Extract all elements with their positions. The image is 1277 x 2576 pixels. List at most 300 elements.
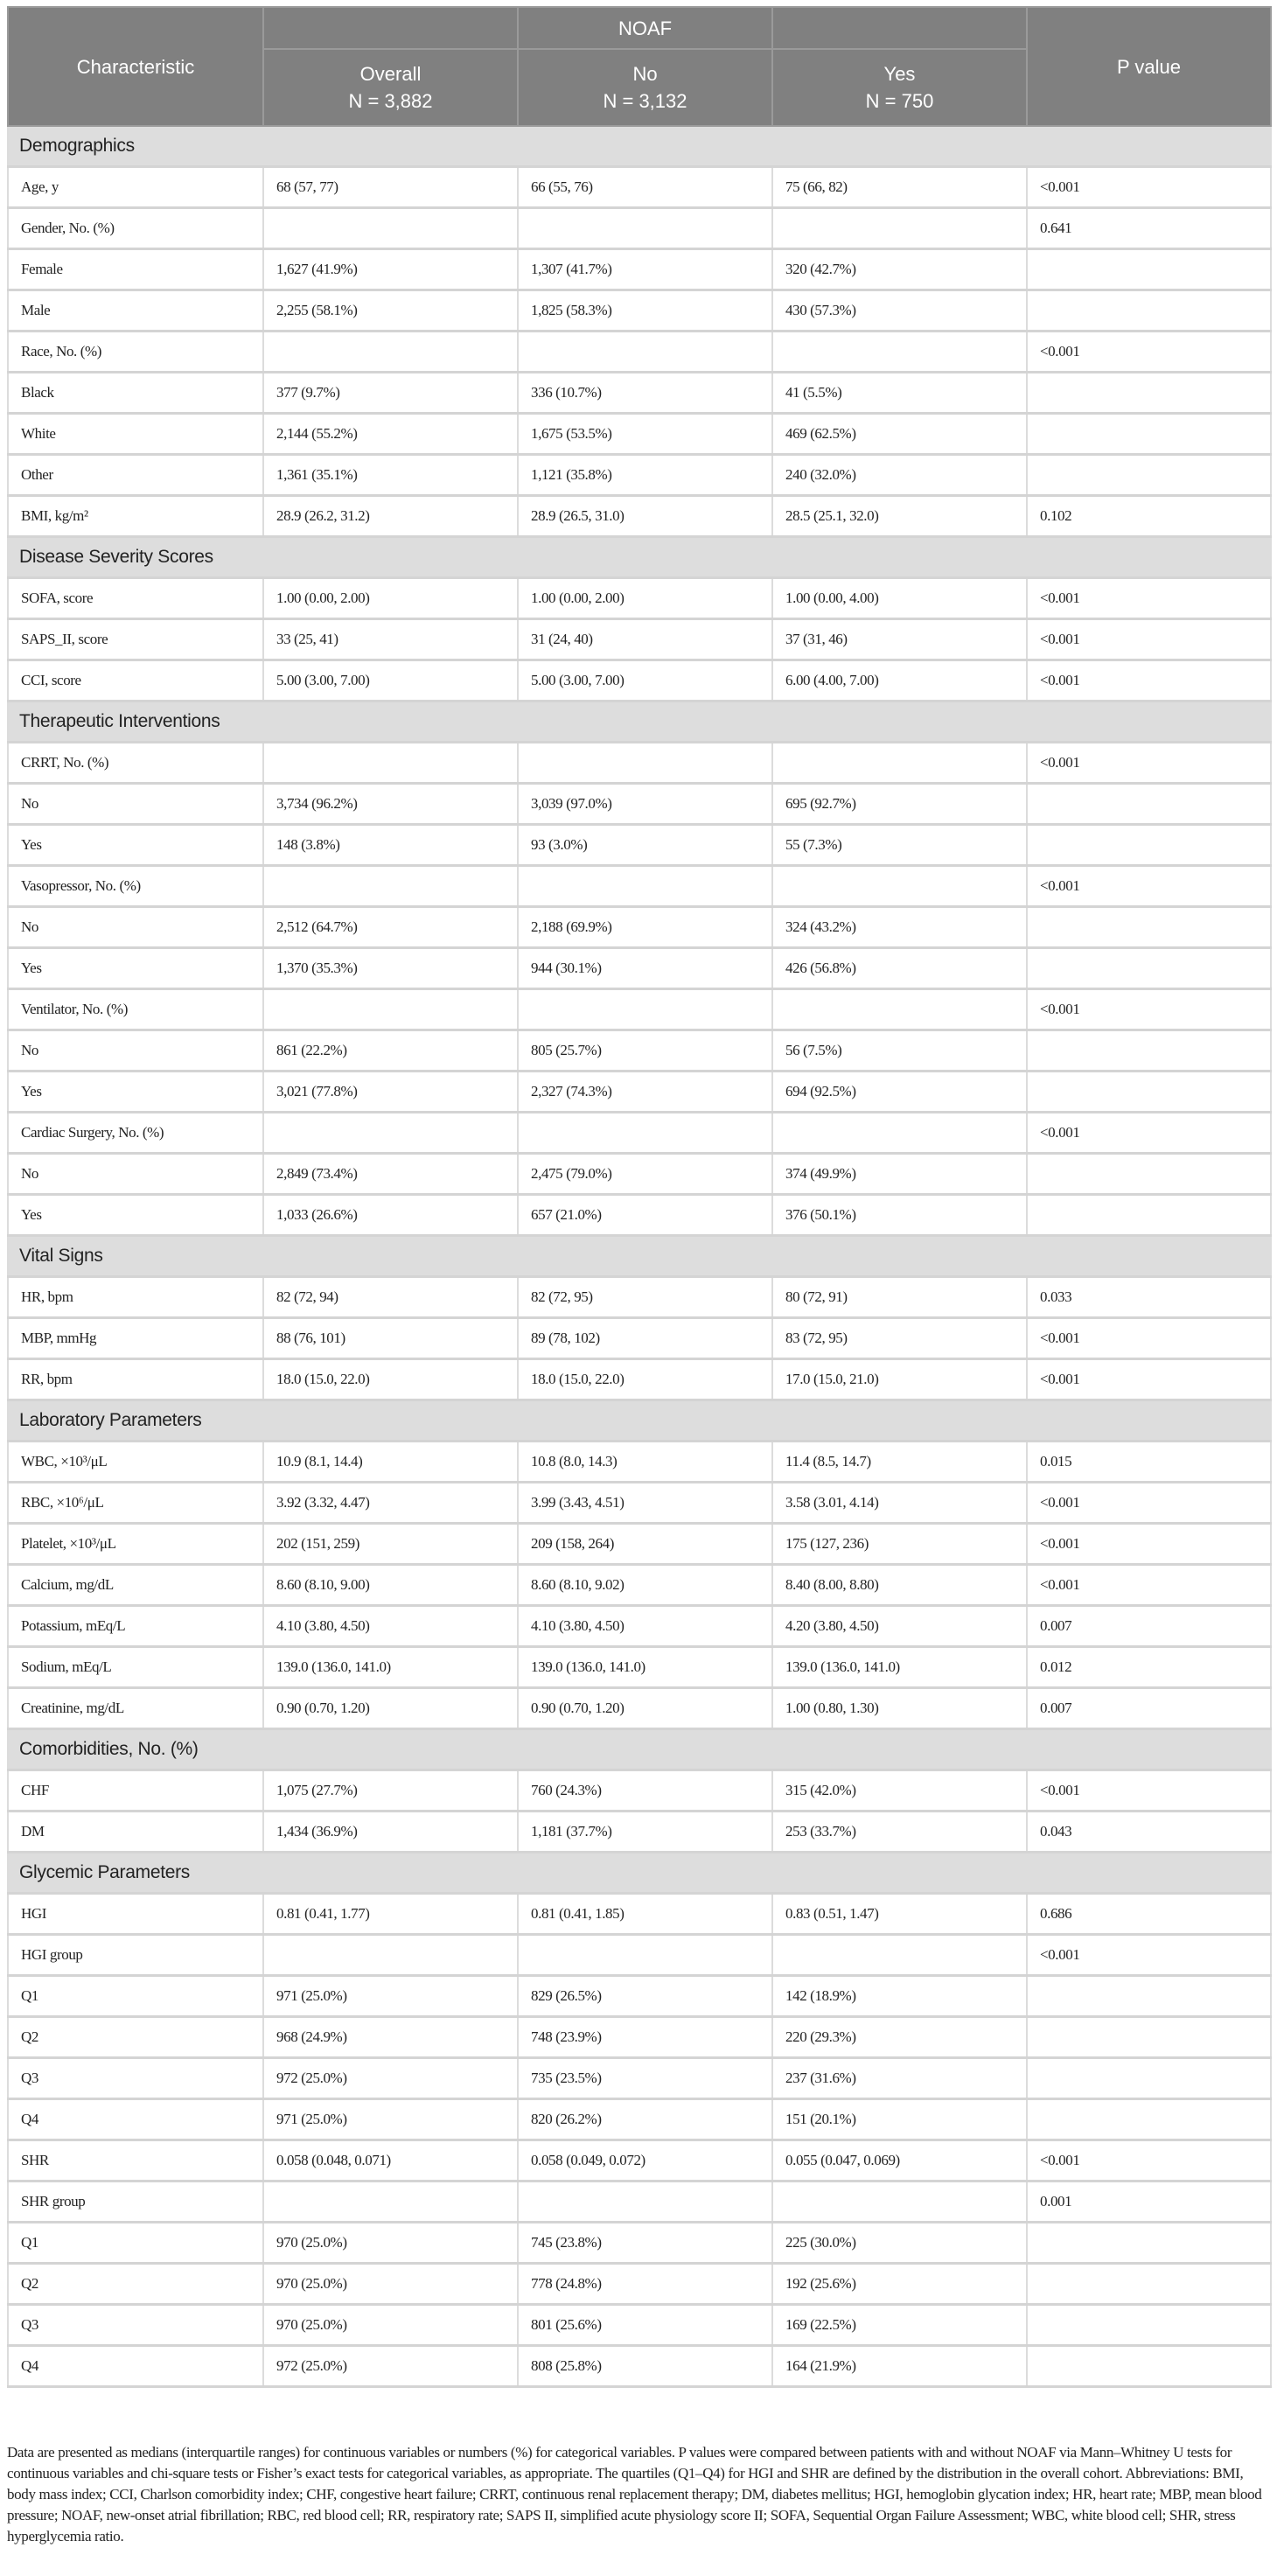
cell-noaf-no: 944 (30.1%): [518, 948, 772, 989]
cell-p-value: 0.641: [1027, 208, 1271, 249]
cell-characteristic: Creatinine, mg/dL: [8, 1688, 263, 1729]
section-title: Laboratory Parameters: [8, 1400, 1271, 1442]
cell-p-value: [1027, 907, 1271, 948]
cell-overall: 0.058 (0.048, 0.071): [263, 2140, 518, 2182]
cell-characteristic: Q4: [8, 2099, 263, 2140]
cell-characteristic: CCI, score: [8, 660, 263, 702]
section-row: [8, 1236, 1271, 1277]
table-row: [8, 249, 1271, 290]
cell-characteristic: Platelet, ×10³/μL: [8, 1524, 263, 1565]
cell-p-value: <0.001: [1027, 167, 1271, 208]
cell-overall: 0.90 (0.70, 1.20): [263, 1688, 518, 1729]
cell-p-value: 0.001: [1027, 2182, 1271, 2223]
cell-p-value: 0.033: [1027, 1277, 1271, 1318]
table-row: [8, 578, 1271, 619]
cell-p-value: [1027, 2305, 1271, 2346]
cell-characteristic: BMI, kg/m²: [8, 496, 263, 537]
cell-p-value: 0.102: [1027, 496, 1271, 537]
cell-characteristic: Q3: [8, 2305, 263, 2346]
cell-overall: 148 (3.8%): [263, 825, 518, 866]
cell-overall: 1,434 (36.9%): [263, 1812, 518, 1853]
cell-characteristic: Sodium, mEq/L: [8, 1647, 263, 1688]
cell-noaf-yes: [772, 2182, 1027, 2223]
cell-noaf-no: 8.60 (8.10, 9.02): [518, 1565, 772, 1606]
table-row: [8, 1072, 1271, 1113]
cell-overall: 1,361 (35.1%): [263, 455, 518, 496]
table-row: [8, 1606, 1271, 1647]
section-row: [8, 1853, 1271, 1894]
cell-characteristic: Male: [8, 290, 263, 332]
cell-overall: 82 (72, 94): [263, 1277, 518, 1318]
cell-p-value: <0.001: [1027, 2140, 1271, 2182]
cell-noaf-yes: 28.5 (25.1, 32.0): [772, 496, 1027, 537]
cell-characteristic: No: [8, 1154, 263, 1195]
cell-characteristic: Q2: [8, 2017, 263, 2058]
cell-noaf-no: 829 (26.5%): [518, 1976, 772, 2017]
cell-characteristic: Q1: [8, 2223, 263, 2264]
cell-noaf-yes: 315 (42.0%): [772, 1770, 1027, 1812]
cell-noaf-no: 1.00 (0.00, 2.00): [518, 578, 772, 619]
cell-noaf-yes: 192 (25.6%): [772, 2264, 1027, 2305]
table-row: [8, 989, 1271, 1030]
table-row: [8, 1113, 1271, 1154]
cell-characteristic: SAPS_II, score: [8, 619, 263, 660]
cell-noaf-yes: [772, 866, 1027, 907]
cell-overall: [263, 1113, 518, 1154]
cell-p-value: [1027, 2346, 1271, 2387]
cell-noaf-yes: 426 (56.8%): [772, 948, 1027, 989]
cell-noaf-yes: 139.0 (136.0, 141.0): [772, 1647, 1027, 1688]
table-row: [8, 2017, 1271, 2058]
cell-noaf-yes: [772, 989, 1027, 1030]
cell-overall: 968 (24.9%): [263, 2017, 518, 2058]
table-body: [8, 126, 1271, 2387]
table-header: [8, 7, 1271, 126]
cell-overall: 377 (9.7%): [263, 373, 518, 414]
cell-noaf-no: 1,825 (58.3%): [518, 290, 772, 332]
cell-p-value: [1027, 455, 1271, 496]
table-row: [8, 2264, 1271, 2305]
cell-noaf-yes: 80 (72, 91): [772, 1277, 1027, 1318]
cell-overall: [263, 743, 518, 784]
cell-p-value: <0.001: [1027, 1483, 1271, 1524]
cell-noaf-yes: 694 (92.5%): [772, 1072, 1027, 1113]
cell-noaf-no: 0.81 (0.41, 1.85): [518, 1894, 772, 1935]
cell-overall: 971 (25.0%): [263, 2099, 518, 2140]
cell-overall: 68 (57, 77): [263, 167, 518, 208]
cell-p-value: [1027, 784, 1271, 825]
cell-p-value: [1027, 373, 1271, 414]
cell-noaf-no: 3.99 (3.43, 4.51): [518, 1483, 772, 1524]
cell-noaf-no: 66 (55, 76): [518, 167, 772, 208]
cell-characteristic: SHR: [8, 2140, 263, 2182]
table-row: [8, 290, 1271, 332]
cell-noaf-no: 808 (25.8%): [518, 2346, 772, 2387]
cell-characteristic: Female: [8, 249, 263, 290]
cell-noaf-yes: [772, 1935, 1027, 1976]
section-title: Therapeutic Interventions: [8, 702, 1271, 743]
table-row: [8, 1442, 1271, 1483]
cell-overall: 1.00 (0.00, 2.00): [263, 578, 518, 619]
cell-noaf-yes: 430 (57.3%): [772, 290, 1027, 332]
cell-p-value: <0.001: [1027, 1359, 1271, 1400]
cell-p-value: <0.001: [1027, 332, 1271, 373]
cell-p-value: [1027, 1072, 1271, 1113]
cell-characteristic: Ventilator, No. (%): [8, 989, 263, 1030]
header-p-value: P value: [1027, 7, 1271, 126]
table-row: [8, 948, 1271, 989]
cell-characteristic: No: [8, 907, 263, 948]
cell-characteristic: Black: [8, 373, 263, 414]
table-row: [8, 1359, 1271, 1400]
table-row: [8, 2305, 1271, 2346]
cell-overall: 0.81 (0.41, 1.77): [263, 1894, 518, 1935]
cell-noaf-yes: 0.055 (0.047, 0.069): [772, 2140, 1027, 2182]
section-title: Comorbidities, No. (%): [8, 1729, 1271, 1770]
cell-noaf-yes: 169 (22.5%): [772, 2305, 1027, 2346]
cell-characteristic: HGI group: [8, 1935, 263, 1976]
table-row: [8, 2223, 1271, 2264]
cell-noaf-yes: 225 (30.0%): [772, 2223, 1027, 2264]
table-row: [8, 2140, 1271, 2182]
cell-noaf-yes: [772, 1113, 1027, 1154]
cell-p-value: [1027, 2058, 1271, 2099]
cell-p-value: [1027, 1030, 1271, 1072]
table-row: [8, 1812, 1271, 1853]
cell-noaf-no: 18.0 (15.0, 22.0): [518, 1359, 772, 1400]
cell-characteristic: No: [8, 1030, 263, 1072]
table-row: [8, 2058, 1271, 2099]
table-row: [8, 825, 1271, 866]
cell-noaf-no: [518, 989, 772, 1030]
cell-characteristic: RR, bpm: [8, 1359, 263, 1400]
table-row: [8, 2099, 1271, 2140]
cell-characteristic: SOFA, score: [8, 578, 263, 619]
cell-characteristic: Vasopressor, No. (%): [8, 866, 263, 907]
cell-noaf-no: [518, 1935, 772, 1976]
cell-characteristic: Yes: [8, 1195, 263, 1236]
cell-noaf-yes: 83 (72, 95): [772, 1318, 1027, 1359]
section-title: Demographics: [8, 126, 1271, 167]
cell-characteristic: WBC, ×10³/μL: [8, 1442, 263, 1483]
cell-noaf-yes: 41 (5.5%): [772, 373, 1027, 414]
cell-noaf-no: 801 (25.6%): [518, 2305, 772, 2346]
cell-p-value: 0.007: [1027, 1688, 1271, 1729]
header-no: No N = 3,132: [518, 49, 772, 126]
cell-p-value: <0.001: [1027, 1770, 1271, 1812]
cell-noaf-yes: [772, 743, 1027, 784]
table-row: [8, 208, 1271, 249]
cell-overall: 861 (22.2%): [263, 1030, 518, 1072]
cell-characteristic: Race, No. (%): [8, 332, 263, 373]
cell-noaf-no: 2,188 (69.9%): [518, 907, 772, 948]
cell-overall: 10.9 (8.1, 14.4): [263, 1442, 518, 1483]
cell-noaf-yes: 1.00 (0.80, 1.30): [772, 1688, 1027, 1729]
cell-noaf-no: 1,307 (41.7%): [518, 249, 772, 290]
table-row: [8, 1318, 1271, 1359]
table-row: [8, 1976, 1271, 2017]
cell-overall: 3.92 (3.32, 4.47): [263, 1483, 518, 1524]
cell-p-value: 0.012: [1027, 1647, 1271, 1688]
table-row: [8, 455, 1271, 496]
cell-noaf-no: 805 (25.7%): [518, 1030, 772, 1072]
cell-overall: [263, 2182, 518, 2223]
cell-overall: [263, 989, 518, 1030]
cell-p-value: [1027, 290, 1271, 332]
table-row: [8, 1483, 1271, 1524]
cell-overall: 972 (25.0%): [263, 2346, 518, 2387]
cell-noaf-no: 0.90 (0.70, 1.20): [518, 1688, 772, 1729]
section-row: [8, 126, 1271, 167]
cell-p-value: 0.043: [1027, 1812, 1271, 1853]
table-row: [8, 1935, 1271, 1976]
cell-noaf-no: 760 (24.3%): [518, 1770, 772, 1812]
cell-noaf-no: [518, 2182, 772, 2223]
table-row: [8, 619, 1271, 660]
cell-p-value: [1027, 2264, 1271, 2305]
cell-noaf-no: 82 (72, 95): [518, 1277, 772, 1318]
section-title: Vital Signs: [8, 1236, 1271, 1277]
cell-characteristic: Q4: [8, 2346, 263, 2387]
cell-noaf-no: 336 (10.7%): [518, 373, 772, 414]
table-row: [8, 496, 1271, 537]
cell-noaf-no: 745 (23.8%): [518, 2223, 772, 2264]
cell-p-value: <0.001: [1027, 1113, 1271, 1154]
cell-overall: 33 (25, 41): [263, 619, 518, 660]
cell-overall: 1,627 (41.9%): [263, 249, 518, 290]
cell-characteristic: Yes: [8, 948, 263, 989]
cell-noaf-no: 3,039 (97.0%): [518, 784, 772, 825]
table-row: [8, 2182, 1271, 2223]
cell-noaf-no: 209 (158, 264): [518, 1524, 772, 1565]
cell-p-value: [1027, 825, 1271, 866]
cell-p-value: [1027, 249, 1271, 290]
cell-noaf-no: 1,675 (53.5%): [518, 414, 772, 455]
cell-p-value: [1027, 2017, 1271, 2058]
table-row: [8, 373, 1271, 414]
table-row: [8, 167, 1271, 208]
cell-overall: 202 (151, 259): [263, 1524, 518, 1565]
cell-noaf-yes: 151 (20.1%): [772, 2099, 1027, 2140]
cell-characteristic: HR, bpm: [8, 1277, 263, 1318]
cell-noaf-no: 748 (23.9%): [518, 2017, 772, 2058]
cell-noaf-no: 1,181 (37.7%): [518, 1812, 772, 1853]
cell-noaf-yes: 469 (62.5%): [772, 414, 1027, 455]
cell-overall: 972 (25.0%): [263, 2058, 518, 2099]
table-row: [8, 1647, 1271, 1688]
cell-noaf-no: 778 (24.8%): [518, 2264, 772, 2305]
cell-overall: 2,144 (55.2%): [263, 414, 518, 455]
header-yes: Yes N = 750: [772, 49, 1027, 126]
table-row: [8, 1030, 1271, 1072]
cell-p-value: <0.001: [1027, 578, 1271, 619]
cell-p-value: [1027, 1154, 1271, 1195]
cell-p-value: <0.001: [1027, 866, 1271, 907]
cell-noaf-yes: [772, 332, 1027, 373]
cell-noaf-yes: 253 (33.7%): [772, 1812, 1027, 1853]
cell-noaf-yes: 56 (7.5%): [772, 1030, 1027, 1072]
cell-noaf-yes: [772, 208, 1027, 249]
cell-noaf-yes: 695 (92.7%): [772, 784, 1027, 825]
table-row: [8, 1565, 1271, 1606]
table-row: [8, 660, 1271, 702]
cell-p-value: 0.015: [1027, 1442, 1271, 1483]
cell-characteristic: Gender, No. (%): [8, 208, 263, 249]
section-title: Disease Severity Scores: [8, 537, 1271, 578]
cell-characteristic: Potassium, mEq/L: [8, 1606, 263, 1647]
cell-p-value: [1027, 948, 1271, 989]
cell-noaf-yes: 55 (7.3%): [772, 825, 1027, 866]
cell-noaf-yes: 3.58 (3.01, 4.14): [772, 1483, 1027, 1524]
header-overall: Overall N = 3,882: [263, 49, 518, 126]
cell-characteristic: Calcium, mg/dL: [8, 1565, 263, 1606]
cell-noaf-no: 89 (78, 102): [518, 1318, 772, 1359]
table-row: [8, 1894, 1271, 1935]
cell-noaf-yes: 6.00 (4.00, 7.00): [772, 660, 1027, 702]
cell-characteristic: Cardiac Surgery, No. (%): [8, 1113, 263, 1154]
header-blank: [772, 7, 1027, 49]
cell-characteristic: No: [8, 784, 263, 825]
cell-overall: 2,849 (73.4%): [263, 1154, 518, 1195]
cell-noaf-yes: 11.4 (8.5, 14.7): [772, 1442, 1027, 1483]
cell-p-value: [1027, 2223, 1271, 2264]
cell-overall: 970 (25.0%): [263, 2264, 518, 2305]
cell-noaf-no: [518, 866, 772, 907]
section-row: [8, 1729, 1271, 1770]
table-row: [8, 1154, 1271, 1195]
cell-p-value: <0.001: [1027, 989, 1271, 1030]
cell-characteristic: Q2: [8, 2264, 263, 2305]
cell-p-value: <0.001: [1027, 743, 1271, 784]
cell-noaf-yes: 376 (50.1%): [772, 1195, 1027, 1236]
cell-noaf-no: [518, 332, 772, 373]
cell-p-value: [1027, 1976, 1271, 2017]
cell-noaf-no: 2,327 (74.3%): [518, 1072, 772, 1113]
cell-noaf-no: 139.0 (136.0, 141.0): [518, 1647, 772, 1688]
cell-overall: 1,075 (27.7%): [263, 1770, 518, 1812]
cell-noaf-yes: 4.20 (3.80, 4.50): [772, 1606, 1027, 1647]
cell-overall: 2,255 (58.1%): [263, 290, 518, 332]
table-row: [8, 1195, 1271, 1236]
cell-overall: 88 (76, 101): [263, 1318, 518, 1359]
cell-overall: 8.60 (8.10, 9.00): [263, 1565, 518, 1606]
cell-overall: 3,021 (77.8%): [263, 1072, 518, 1113]
cell-p-value: <0.001: [1027, 1524, 1271, 1565]
table-row: [8, 907, 1271, 948]
cell-overall: [263, 208, 518, 249]
cell-noaf-no: [518, 1113, 772, 1154]
cell-noaf-no: 10.8 (8.0, 14.3): [518, 1442, 772, 1483]
cell-p-value: <0.001: [1027, 1935, 1271, 1976]
table-row: [8, 1277, 1271, 1318]
cell-noaf-no: 28.9 (26.5, 31.0): [518, 496, 772, 537]
cell-characteristic: Age, y: [8, 167, 263, 208]
cell-noaf-yes: 0.83 (0.51, 1.47): [772, 1894, 1027, 1935]
table-row: [8, 784, 1271, 825]
cell-characteristic: Yes: [8, 1072, 263, 1113]
cell-noaf-yes: 324 (43.2%): [772, 907, 1027, 948]
table-footnote: Data are presented as medians (interquartile ranges) for continuous variables or numbers (%) for categorical variables. P values were compared between patients with and without NOAF via Mann–Whitney U tests for continuous variables and chi-square tests or Fisher’s exact tests for categorical variables, as appropriate. The quartiles (Q1–Q4) for HGI and SHR are defined by the distribution in the overall cohort. Abbreviations: BMI, body mass index; CCI, Charlson comorbidity index; CHF, congestive heart failure; CRRT, continuous renal replacement therapy; DM, diabetes mellitus; HGI, hemoglobin glycation index; HR, heart rate; MBP, mean blood pressure; NOAF, new-onset atrial fibrillation; RBC, red blood cell; RR, respiratory rate; SAPS II, simplified acute physiology score II; SOFA, Sequential Organ Failure Assessment; WBC, white blood cell; SHR, stress hyperglycemia ratio.: [7, 2444, 1262, 2545]
cell-overall: 970 (25.0%): [263, 2305, 518, 2346]
cell-noaf-yes: 75 (66, 82): [772, 167, 1027, 208]
cell-characteristic: HGI: [8, 1894, 263, 1935]
cell-characteristic: MBP, mmHg: [8, 1318, 263, 1359]
cell-characteristic: SHR group: [8, 2182, 263, 2223]
cell-characteristic: DM: [8, 1812, 263, 1853]
table-row: [8, 414, 1271, 455]
cell-p-value: [1027, 414, 1271, 455]
baseline-characteristics-table: [7, 6, 1272, 2388]
cell-noaf-no: 657 (21.0%): [518, 1195, 772, 1236]
cell-noaf-yes: 8.40 (8.00, 8.80): [772, 1565, 1027, 1606]
cell-characteristic: White: [8, 414, 263, 455]
table-row: [8, 2346, 1271, 2387]
cell-p-value: 0.686: [1027, 1894, 1271, 1935]
cell-overall: 18.0 (15.0, 22.0): [263, 1359, 518, 1400]
cell-noaf-no: 4.10 (3.80, 4.50): [518, 1606, 772, 1647]
table-row: [8, 1688, 1271, 1729]
cell-noaf-no: 1,121 (35.8%): [518, 455, 772, 496]
table-row: [8, 1770, 1271, 1812]
cell-overall: 971 (25.0%): [263, 1976, 518, 2017]
cell-p-value: [1027, 2099, 1271, 2140]
cell-overall: 1,033 (26.6%): [263, 1195, 518, 1236]
cell-p-value: 0.007: [1027, 1606, 1271, 1647]
cell-noaf-no: 31 (24, 40): [518, 619, 772, 660]
cell-noaf-no: 93 (3.0%): [518, 825, 772, 866]
cell-noaf-no: 2,475 (79.0%): [518, 1154, 772, 1195]
header-noaf: NOAF: [518, 7, 772, 49]
cell-characteristic: Yes: [8, 825, 263, 866]
cell-noaf-no: [518, 743, 772, 784]
cell-characteristic: Q3: [8, 2058, 263, 2099]
header-blank: [263, 7, 518, 49]
cell-characteristic: CHF: [8, 1770, 263, 1812]
cell-p-value: [1027, 1195, 1271, 1236]
section-row: [8, 1400, 1271, 1442]
cell-noaf-yes: 237 (31.6%): [772, 2058, 1027, 2099]
cell-overall: [263, 866, 518, 907]
table-row: [8, 1524, 1271, 1565]
cell-p-value: <0.001: [1027, 660, 1271, 702]
section-row: [8, 702, 1271, 743]
table-row: [8, 332, 1271, 373]
cell-noaf-yes: 142 (18.9%): [772, 1976, 1027, 2017]
cell-overall: 4.10 (3.80, 4.50): [263, 1606, 518, 1647]
cell-p-value: <0.001: [1027, 1565, 1271, 1606]
cell-overall: 970 (25.0%): [263, 2223, 518, 2264]
cell-overall: [263, 1935, 518, 1976]
cell-noaf-yes: 1.00 (0.00, 4.00): [772, 578, 1027, 619]
cell-characteristic: Other: [8, 455, 263, 496]
cell-overall: 3,734 (96.2%): [263, 784, 518, 825]
table-row: [8, 866, 1271, 907]
cell-noaf-yes: 37 (31, 46): [772, 619, 1027, 660]
cell-characteristic: Q1: [8, 1976, 263, 2017]
cell-overall: [263, 332, 518, 373]
cell-characteristic: CRRT, No. (%): [8, 743, 263, 784]
cell-noaf-yes: 220 (29.3%): [772, 2017, 1027, 2058]
cell-noaf-no: 0.058 (0.049, 0.072): [518, 2140, 772, 2182]
cell-characteristic: RBC, ×10⁶/μL: [8, 1483, 263, 1524]
cell-noaf-no: [518, 208, 772, 249]
cell-noaf-yes: 320 (42.7%): [772, 249, 1027, 290]
cell-overall: 2,512 (64.7%): [263, 907, 518, 948]
cell-noaf-yes: 175 (127, 236): [772, 1524, 1027, 1565]
header-characteristic: Characteristic: [8, 7, 263, 126]
cell-p-value: <0.001: [1027, 1318, 1271, 1359]
section-title: Glycemic Parameters: [8, 1853, 1271, 1894]
